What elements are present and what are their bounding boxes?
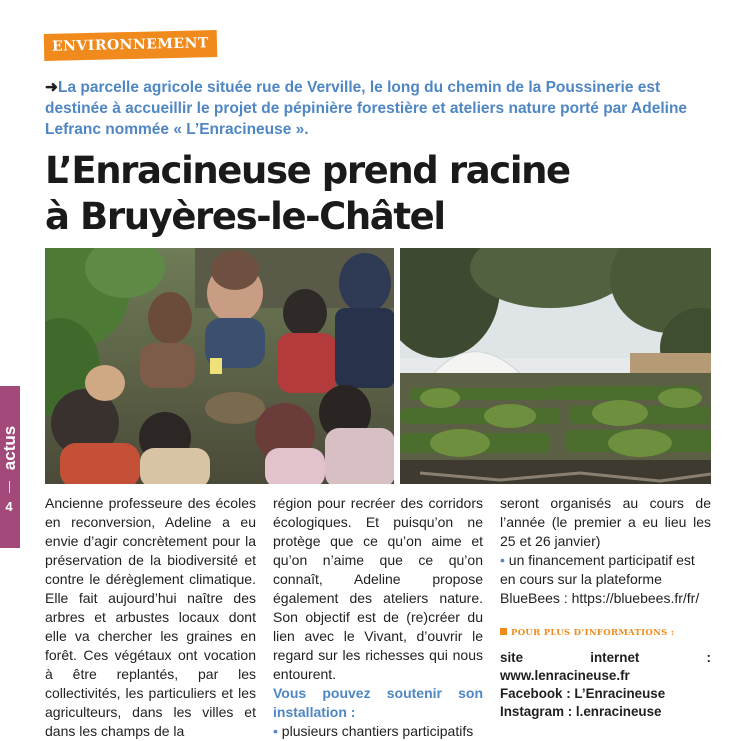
- bullet-icon: •: [273, 723, 278, 739]
- article-title: [45, 148, 570, 240]
- article-column-3: [500, 494, 711, 721]
- article-column-2: [273, 494, 483, 741]
- photo-children-workshop: [45, 248, 394, 484]
- bullet-icon: •: [500, 552, 505, 568]
- instagram-link[interactable]: Instagram : l.enracineuse: [500, 704, 662, 719]
- more-info-heading: [500, 624, 711, 643]
- bullet-text: un financement participatif est en cours sur la plateforme BlueBees : https://bluebees.fr/fr/: [500, 552, 700, 606]
- side-tab-label: actus: [0, 425, 19, 471]
- body-paragraph: seront organisés au cours de l’année (le premier a eu lieu les 25 et 26 janvier): [500, 495, 711, 549]
- intro-lead: [45, 77, 715, 140]
- page-number: 4: [5, 499, 13, 514]
- bullet-item: [273, 722, 483, 741]
- title-line-1: L’Enracineuse prend racine: [45, 149, 570, 192]
- side-tab-divider: [9, 481, 10, 493]
- website-link[interactable]: site internet : www.lenracineuse.fr: [500, 650, 711, 683]
- arrow-icon: ➜: [45, 79, 58, 96]
- support-heading: Vous pouvez soutenir son installation :: [273, 685, 483, 720]
- facebook-link[interactable]: Facebook : L’Enracineuse: [500, 686, 666, 701]
- square-bullet-icon: [500, 628, 507, 635]
- more-info-label: POUR PLUS D’INFORMATIONS :: [511, 628, 675, 638]
- bullet-item: [500, 551, 711, 608]
- article-column-1: [45, 494, 256, 741]
- bullet-text: plusieurs chantiers participatifs: [281, 723, 474, 739]
- body-paragraph: région pour recréer des corridors écologiques. Et puisqu’on ne protège que ce qu’on aime et qu’on n’aime que ce qu’on connaît, Adeline propose également des ateliers nature. Son objectif est de (re)créer du lien avec le Vivant, d’ouvrir le regard sur les richesses qui nous entourent.: [273, 495, 483, 682]
- intro-text: La parcelle agricole située rue de Verville, le long du chemin de la Poussinerie est destinée à accueillir le projet de pépinière forestière et ateliers nature porté par Adeline Lefranc nommée « L’Enracineuse ».: [45, 79, 688, 138]
- body-paragraph: Ancienne professeure des écoles en reconversion, Adeline a eu envie d’agir concrètement pour la préservation de la biodiversité et contre le dérèglement climatique. Elle fait aujourd’hui naître des arbres et arbustes locaux dont elle va chercher les graines en forêt. Ces végétaux ont vocation à être replantés, par les collectivités, les particuliers et les agriculteurs, dans les villes et dans les champs de la: [45, 495, 256, 739]
- section-tag: ENVIRONNEMENT: [44, 30, 217, 61]
- photo-tree-nursery: [400, 248, 711, 484]
- section-side-tab: [0, 386, 20, 548]
- title-line-2: à Bruyères-le-Châtel: [45, 195, 445, 238]
